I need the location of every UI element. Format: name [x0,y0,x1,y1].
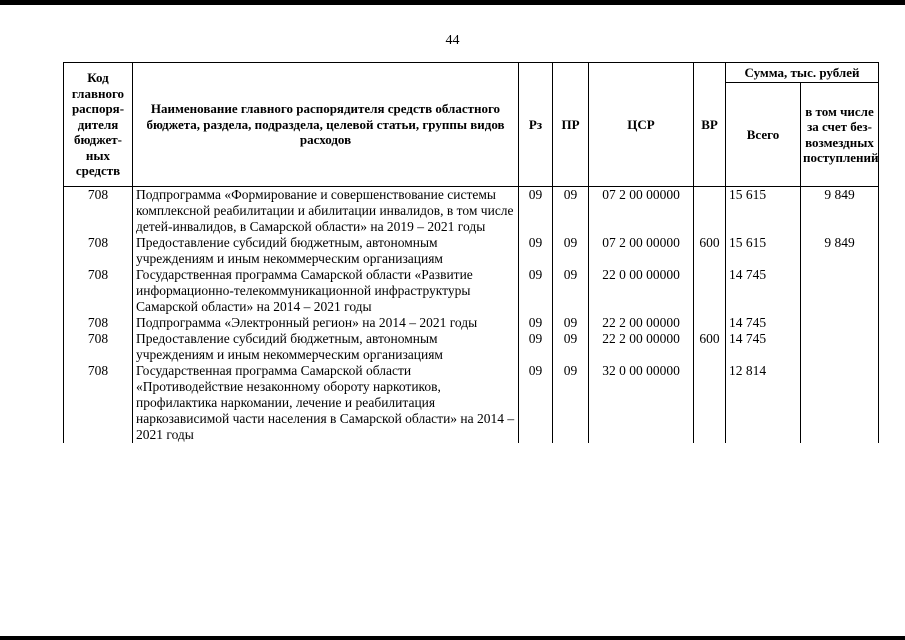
cell-code: 708 [64,363,133,443]
table-header [64,63,879,187]
cell-pr: 09 [553,331,589,363]
page-number: 44 [445,33,460,48]
cell-free [801,331,879,363]
cell-csr: 32 0 00 00000 [589,363,694,443]
cell-name: Предоставление субсидий бюджетным, автономным учреждениям и иным некоммерческим организациям [133,331,519,363]
cell-csr: 07 2 00 00000 [589,187,694,236]
header-free: в том числе за счет без-возмездных поступлений [801,83,879,187]
cell-name: Подпрограмма «Формирование и совершенствование системы комплексной реабилитации и абилитации инвалидов, в том числе детей-инвалидов, в Самарской области» на 2019 – 2021 годы [133,187,519,236]
cell-csr: 22 2 00 00000 [589,315,694,331]
top-border-line [0,0,905,5]
cell-pr: 09 [553,187,589,236]
cell-name: Предоставление субсидий бюджетным, автономным учреждениям и иным некоммерческим организациям [133,235,519,267]
header-total: Всего [726,83,801,187]
table-body [64,187,879,444]
cell-rz: 09 [519,235,553,267]
cell-total: 14 745 [726,267,801,315]
cell-vr: 600 [694,331,726,363]
table-row [64,267,879,315]
cell-name: Государственная программа Самарской области «Развитие информационно-телекоммуникационной инфраструктуры Самарской области» на 2014 – 2021 годы [133,267,519,315]
cell-free: 9 849 [801,187,879,236]
cell-vr: 600 [694,235,726,267]
bottom-border-line [0,636,905,640]
cell-csr: 22 0 00 00000 [589,267,694,315]
cell-code: 708 [64,315,133,331]
cell-code: 708 [64,267,133,315]
cell-name: Государственная программа Самарской области «Противодействие незаконному обороту наркотиков, профилактика наркомании, лечение и реабилитация наркозависимой части населения в Самарской области» на 2014 – 2021 годы [133,363,519,443]
cell-pr: 09 [553,235,589,267]
cell-vr [694,363,726,443]
header-name: Наименование главного распорядителя средств областного бюджета, раздела, подраздела, целевой статьи, группы видов расходов [133,63,519,187]
budget-table [63,62,879,443]
cell-code: 708 [64,331,133,363]
cell-vr [694,187,726,236]
cell-pr: 09 [553,363,589,443]
table-row [64,315,879,331]
cell-rz: 09 [519,363,553,443]
header-pr: ПР [553,63,589,187]
header-vr: ВР [694,63,726,187]
cell-rz: 09 [519,187,553,236]
cell-rz: 09 [519,267,553,315]
cell-code: 708 [64,235,133,267]
cell-pr: 09 [553,267,589,315]
cell-code: 708 [64,187,133,236]
cell-total: 14 745 [726,331,801,363]
table-row [64,331,879,363]
cell-free: 9 849 [801,235,879,267]
table-row [64,187,879,236]
header-rz: Рз [519,63,553,187]
cell-rz: 09 [519,331,553,363]
table-row [64,235,879,267]
cell-total: 15 615 [726,187,801,236]
cell-free [801,267,879,315]
cell-free [801,363,879,443]
cell-vr [694,267,726,315]
table-row [64,363,879,443]
cell-total: 14 745 [726,315,801,331]
cell-pr: 09 [553,315,589,331]
header-code: Код главного распоря-дителя бюджет-ных средств [64,63,133,187]
header-csr: ЦСР [589,63,694,187]
cell-free [801,315,879,331]
cell-rz: 09 [519,315,553,331]
cell-csr: 07 2 00 00000 [589,235,694,267]
cell-csr: 22 2 00 00000 [589,331,694,363]
cell-name: Подпрограмма «Электронный регион» на 2014 – 2021 годы [133,315,519,331]
cell-total: 15 615 [726,235,801,267]
cell-vr [694,315,726,331]
header-sum: Сумма, тыс. рублей [726,63,879,83]
cell-total: 12 814 [726,363,801,443]
